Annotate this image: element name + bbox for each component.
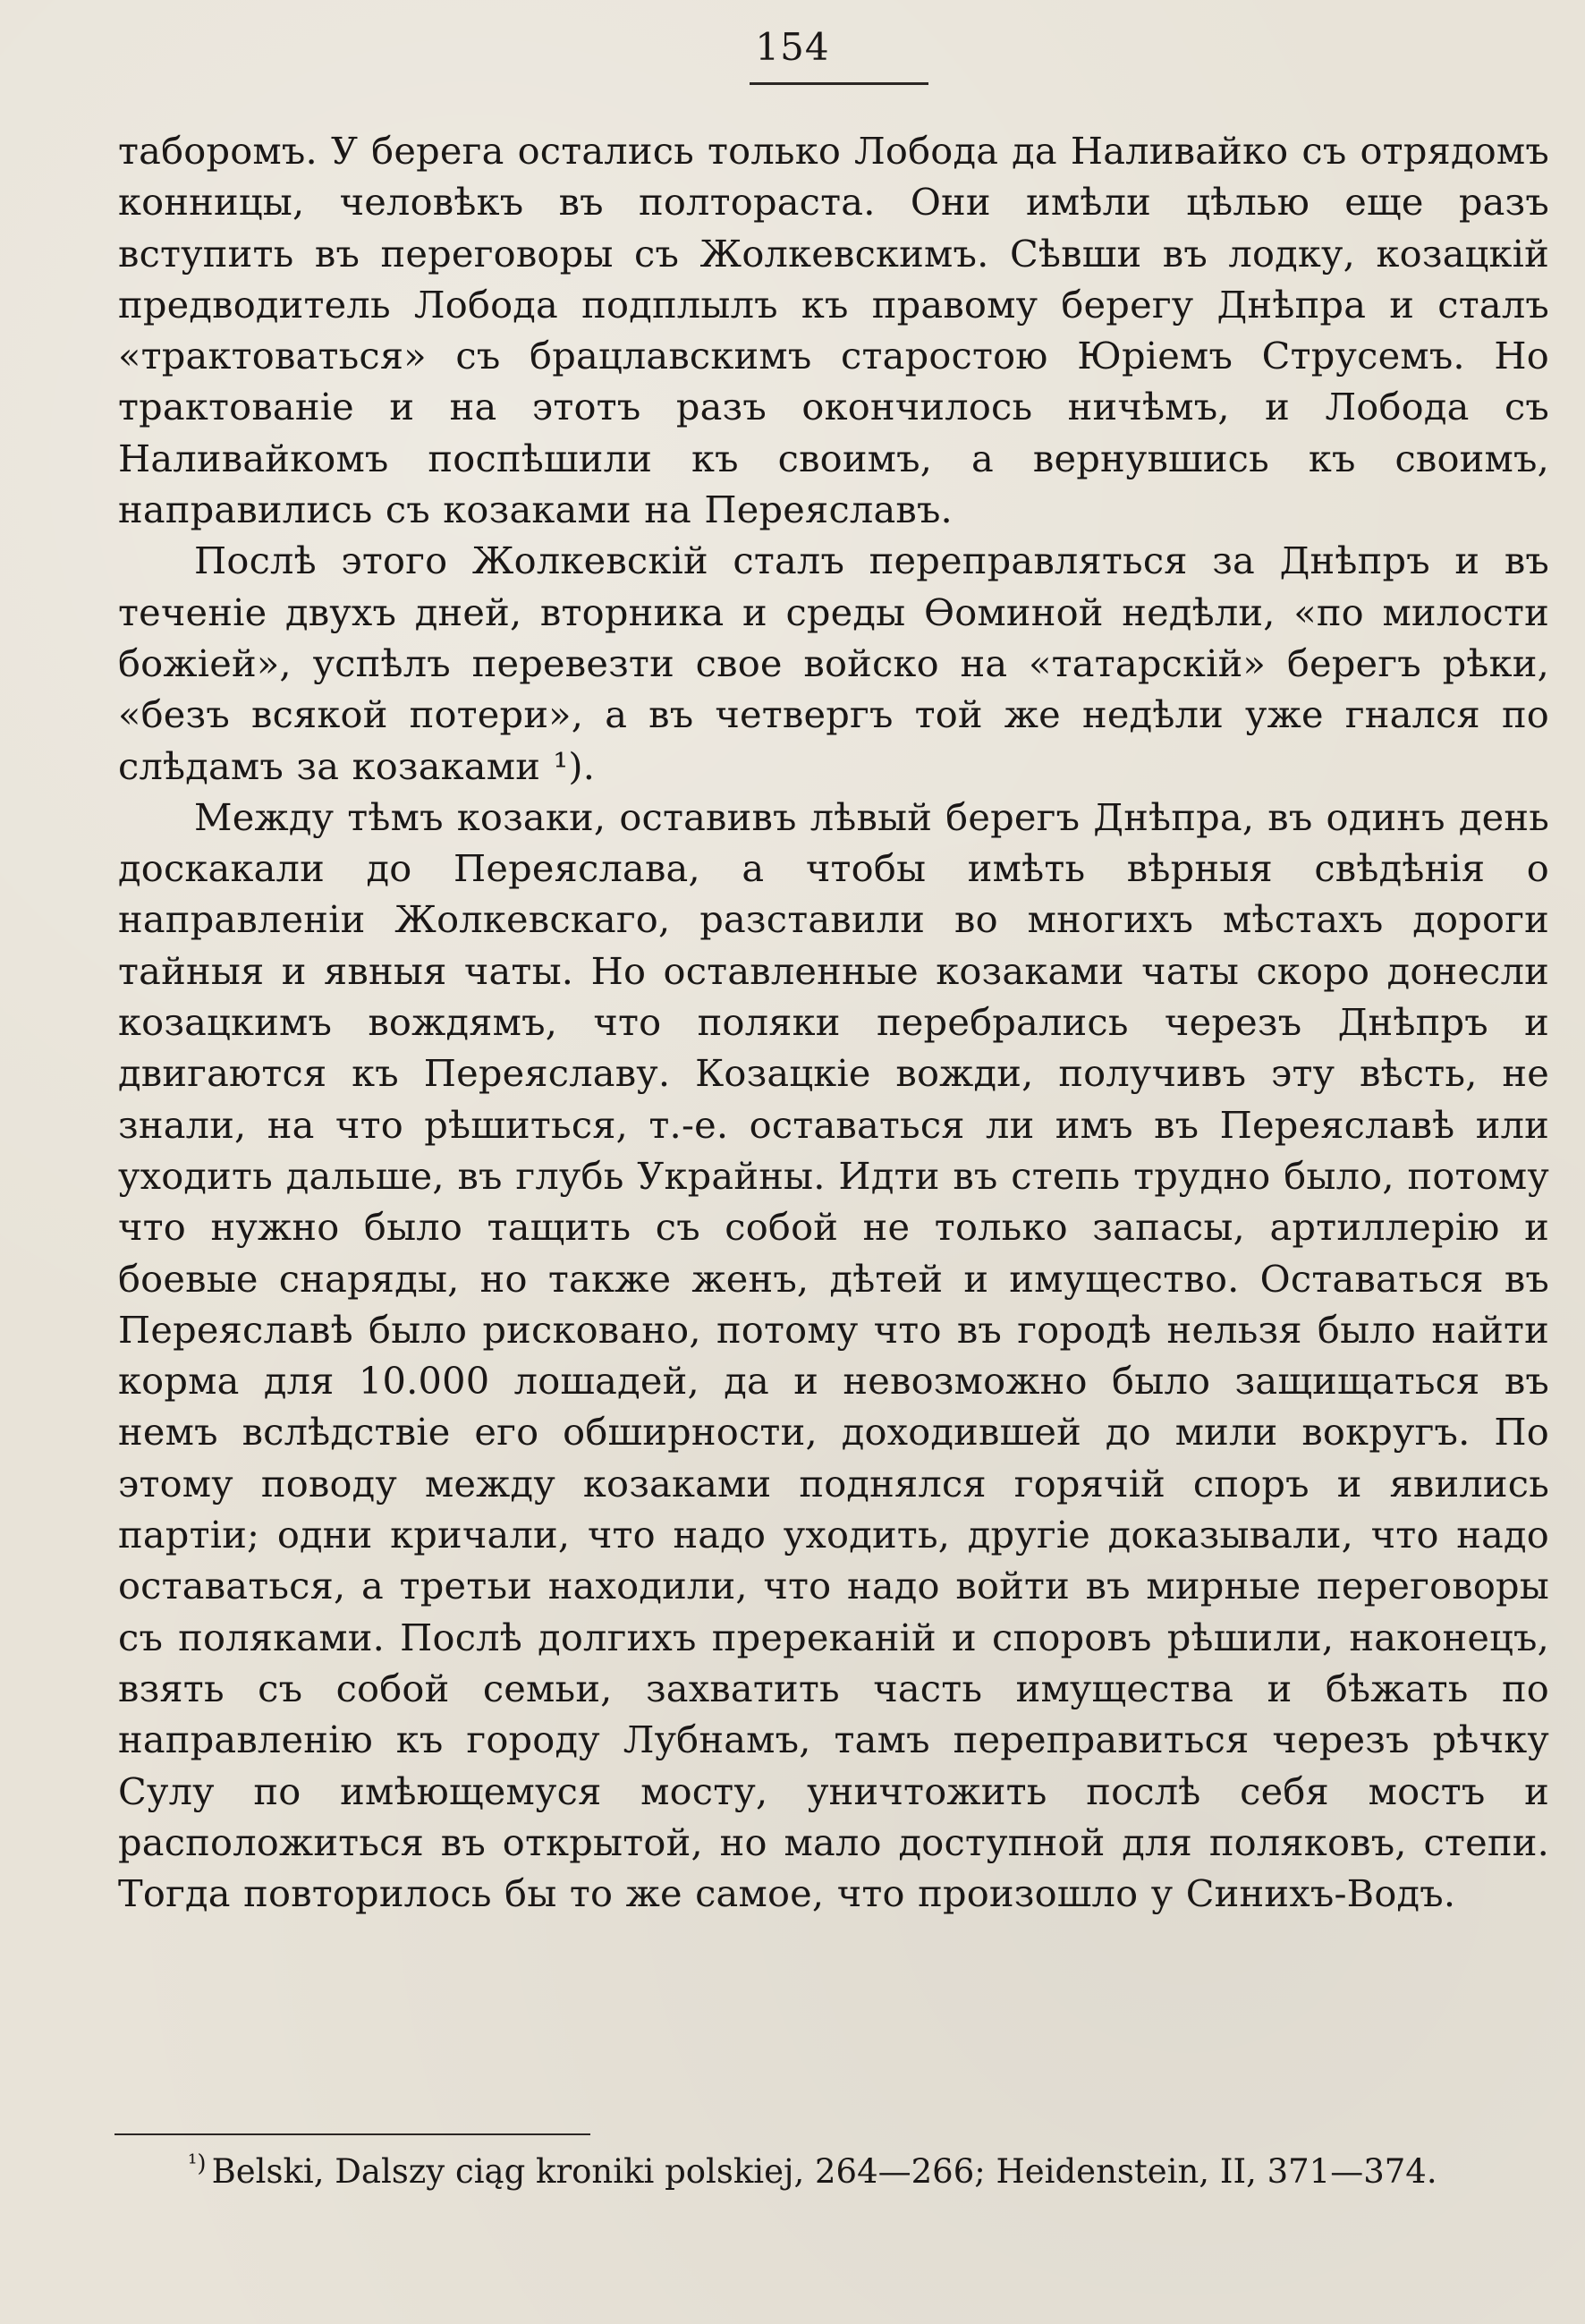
paragraph-1: таборомъ. У берега остались только Лобода да Наливайко съ отрядомъ конницы, человѣкъ въ полтораста. Они имѣли цѣлью еще разъ вступить въ переговоры съ Жолкевскимъ. Сѣвши въ лодку, козацкій предводитель Лобода подплылъ къ правому берегу Днѣпра и сталъ «трактоваться» съ брацлавскимъ старостою Юріемъ Струсемъ. Но трактованіе и на этотъ разъ окончилось ничѣмъ, и Лобода съ Наливайкомъ поспѣшили къ своимъ, а вернувшись къ своимъ, направились съ козаками на Переяславъ. [118, 129, 1549, 532]
header-rule [750, 82, 928, 85]
paragraph-3: Между тѣмъ козаки, оставивъ лѣвый берегъ Днѣпра, въ одинъ день доскакали до Переяслава, а чтобы имѣть вѣрныя свѣдѣнія о направленіи Жолкевскаго, разставили во многихъ мѣстахъ дороги тайныя и явныя чаты. Но оставленные козаками чаты скоро донесли козацкимъ вождямъ, что поляки перебрались черезъ Днѣпръ и двигаются къ Переяславу. Козацкіе вожди, получивъ эту вѣсть, не знали, на что рѣшиться, т.-е. оставаться ли имъ въ Переяславѣ или уходить дальше, въ глубь Украйны. Идти въ степь трудно было, потому что нужно было тащить съ собой не только запасы, артиллерію и боевые снаряды, но также женъ, дѣтей и имущество. Оставаться въ Переяславѣ было рисковано, потому что въ городѣ нельзя было найти корма для 10.000 лошадей, да и невозможно было защищаться въ немъ вслѣдствіе его обширности, доходившей до мили вокругъ. По этому поводу между козаками поднялся горячій споръ и явились партіи; одни кричали, что надо уходить, другіе доказывали, что надо оставаться, а третьи находили, что надо войти въ мирные переговоры съ поляками. Послѣ долгихъ пререканій и споровъ рѣшили, наконецъ, взять съ собой семьи, захватить часть имущества и бѣжать по направленію къ городу Лубнамъ, тамъ переправиться черезъ рѣчку Сулу по имѣющемуся мосту, уничтожить послѣ себя мостъ и расположиться въ открытой, но мало доступной для поляковъ, степи. Тогда повторилось бы то же самое, что произошло у Синихъ-Водъ. [118, 794, 1549, 1916]
footnote-reference: ¹). [553, 743, 596, 788]
body-text [118, 125, 1549, 1919]
footnote-rule [114, 2133, 590, 2135]
paragraph-2-text: Послѣ этого Жолкевскій сталъ переправляться за Днѣпръ и въ теченіе двухъ дней, вторника и среды Ѳоминой недѣли, «по милости божіей», успѣлъ перевезти свое войско на «татарскій» берегъ рѣки, «безъ всякой потери», а въ четвергъ той же недѣли уже гнался по слѣдамъ за козаками [118, 539, 1549, 788]
footnote-marker: ¹) [188, 2150, 207, 2177]
paragraph-2 [118, 535, 1549, 791]
page-number: 154 [755, 25, 830, 69]
footnote [188, 2150, 1547, 2193]
footnote-text: Belski, Dalszy ciąg kroniki polskiej, 264—266; Heidenstein, II, 371—374. [211, 2152, 1437, 2191]
